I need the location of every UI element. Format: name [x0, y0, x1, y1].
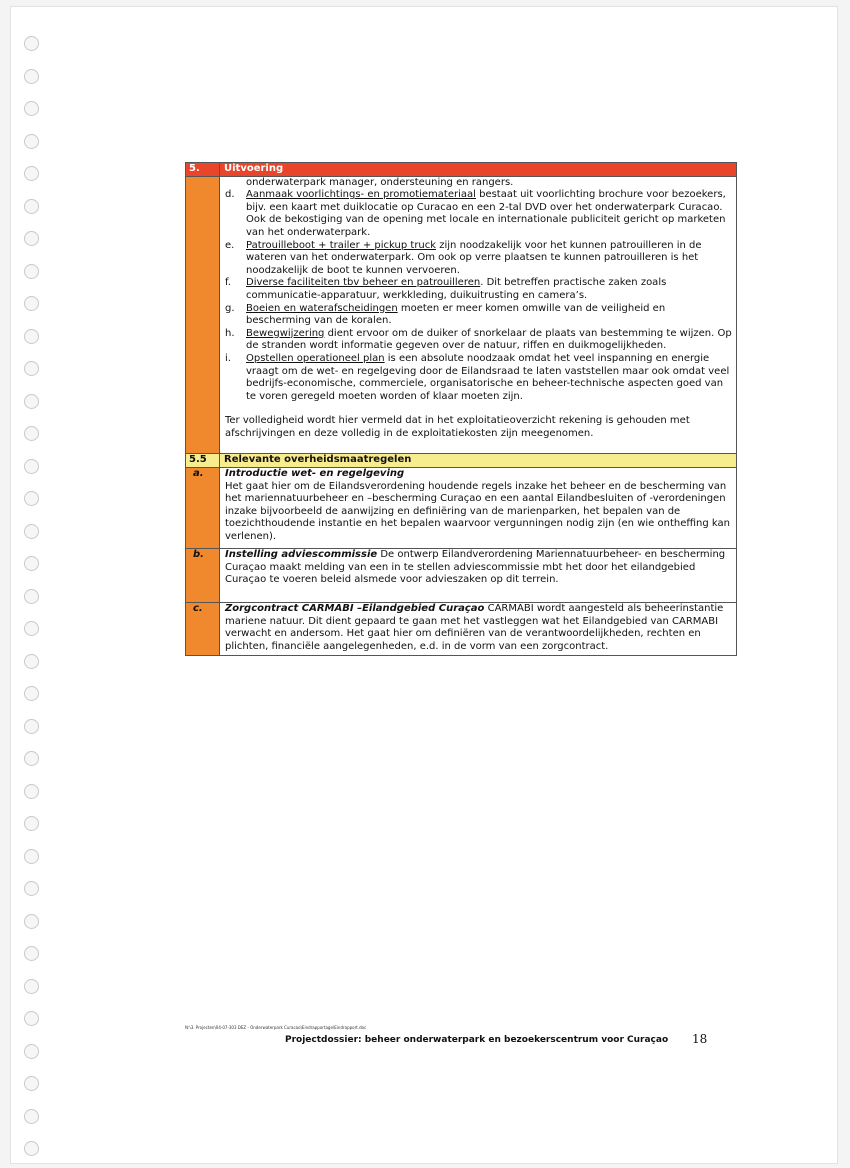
binder-hole: [24, 1011, 39, 1026]
list-item-letter: g.: [225, 302, 235, 314]
list-item-letter: f.: [225, 277, 231, 289]
measure-heading: Zorgcontract CARMABI –Eilandgebied Curaçao: [225, 603, 485, 615]
list-item-text: Patrouilleboot + trailer + pickup truck zijn noodzakelijk voor het kunnen patrouilleren in de wateren van het onderwaterpark. Om ook op verre plaatsen te kunnen patrouilleren is het noodzakelijk de boot te kunnen vervoeren.: [246, 239, 702, 276]
list-item-text: Opstellen operationeel plan is een absolute noodzaak omdat het veel inspanning en energie vraagt om de wet- en regelgeving door de Eilandsraad te laten vaststellen maar ook omdat veel bedrijfs-economische, commerciele, organisatorische en beheer-technische aspecten goed van te voren geregeld moeten worden of klaar moeten zijn.: [246, 352, 730, 402]
section-5-body-row: [186, 176, 737, 454]
binder-hole: [24, 36, 39, 51]
measure-row-c: [186, 603, 737, 656]
binder-hole: [24, 394, 39, 409]
list-item-link: Patrouilleboot + trailer + pickup truck: [246, 239, 437, 251]
section-55-title: Relevante overheidsmaatregelen: [220, 454, 737, 468]
list-item: [225, 303, 732, 328]
binder-hole: [24, 1141, 39, 1156]
binder-hole: [24, 816, 39, 831]
binder-hole: [24, 914, 39, 929]
closing-paragraph: Ter volledigheid wordt hier vermeld dat in het exploitatieoverzicht rekening is gehouden met afschrijvingen en deze volledig in de exploitatiekosten zijn meegenomen.: [225, 415, 690, 439]
list-item-letter: i.: [225, 352, 231, 364]
measure-text: CARMABI wordt aangesteld als beheerinstantie mariene natuur. Dit dient gepaard te gaan met het vastleggen wat het Eilandgebied van CARMABI verwacht en andersom. Het gaat hier om definiëren van de verantwoordelijkheden, rechten en plichten, financiële aangelegenheden, e.d. in de vorm van een zorgcontract.: [225, 603, 724, 652]
measure-row-a: [186, 468, 737, 549]
list-item-text: Boeien en waterafscheidingen moeten er meer komen omwille van de veiligheid en bescherming van de koralen.: [246, 302, 666, 327]
list-item-link: Boeien en waterafscheidingen: [246, 302, 398, 314]
content-table: [185, 162, 737, 656]
measure-letter: b.: [186, 549, 220, 603]
binder-hole: [24, 166, 39, 181]
measure-content: [220, 603, 737, 656]
binder-hole: [24, 1076, 39, 1091]
measure-letter: c.: [186, 603, 220, 656]
list-item-text: Diverse faciliteiten tbv beheer en patrouilleren. Dit betreffen practische zaken zoals communicatie-apparatuur, werkkleding, duikuitrusting en camera’s.: [246, 277, 667, 301]
binder-hole: [24, 296, 39, 311]
binder-hole: [24, 134, 39, 149]
binder-hole: [24, 459, 39, 474]
list-item-letter: h.: [225, 327, 235, 339]
measure-row-b: [186, 549, 737, 603]
binder-hole: [24, 719, 39, 734]
binder-hole: [24, 654, 39, 669]
list-item-link: Aanmaak voorlichtings- en promotiemateriaal: [246, 189, 476, 201]
binder-hole: [24, 686, 39, 701]
list-item: [225, 277, 732, 302]
measure-content: [220, 468, 737, 549]
list-item-text: Aanmaak voorlichtings- en promotiemateriaal bestaat uit voorlichting brochure voor bezoekers, bijv. een kaart met duiklocatie op Curacao en een 2-tal DVD over het onderwaterpark Curacao. Ook de bekostiging van de opening met locale en internationale publiciteit gericht op marketen van het onderwaterpark.: [246, 189, 726, 238]
measure-heading: Instelling adviescommissie: [225, 549, 378, 561]
binder-hole: [24, 524, 39, 539]
binder-holes: [0, 0, 60, 1168]
binder-hole: [24, 751, 39, 766]
section-55-header-row: [186, 454, 737, 468]
footer-title: Projectdossier: beheer onderwaterpark en bezoekerscentrum voor Curaçao: [285, 1035, 669, 1045]
section-5-number: 5.: [186, 163, 220, 177]
binder-hole: [24, 361, 39, 376]
list-item-letter: d.: [225, 189, 235, 201]
list-item: [225, 240, 732, 278]
list-item-link: Opstellen operationeel plan: [246, 352, 385, 364]
measure-content: [220, 549, 737, 603]
binder-hole: [24, 199, 39, 214]
section-5-content: [220, 176, 737, 454]
binder-hole: [24, 784, 39, 799]
measure-text: Het gaat hier om de Eilandsverordening houdende regels inzake het beheer en de bescherming van het mariennatuurbeheer en –bescherming Curaçao en een aantal Eilandbesluiten of -verordeningen inzake bijvoorbeeld de aanwijzing en definiëring van de marienparken, het bepalen van de toezichthoudende instantie en het bepalen waarvoor vergunningen nodig zijn (en wie ontheffing kan verlenen).: [225, 480, 730, 543]
section-55-number: 5.5: [186, 454, 220, 468]
list-item-link: Diverse faciliteiten tbv beheer en patrouilleren: [246, 277, 481, 289]
list-item-letter: e.: [225, 239, 235, 251]
binder-hole: [24, 329, 39, 344]
binder-hole: [24, 589, 39, 604]
binder-hole: [24, 556, 39, 571]
binder-hole: [24, 979, 39, 994]
list-item-text: Bewegwijzering dient ervoor om de duiker of snorkelaar de plaats van bestemming te wijzen. Op de stranden wordt informatie gegeven over de natuur, riffen en duikmogelijkheden.: [246, 327, 732, 352]
section-5-title: Uitvoering: [220, 163, 737, 177]
binder-hole: [24, 231, 39, 246]
continuation-line: onderwaterpark manager, ondersteuning en rangers.: [246, 176, 514, 188]
binder-hole: [24, 946, 39, 961]
binder-hole: [24, 426, 39, 441]
measure-text: De ontwerp Eilandverordening Mariennatuurbeheer- en bescherming Curaçao maakt melding van een in te stellen adviescommissie mbt het door het eilandgebied Curaçao te voeren beleid alsmede voor advieszaken op dit terrein.: [225, 549, 726, 586]
footer-file-path: N:\3. Projecten\04-07-303 DEZ - Onderwaterpark Curacao\Eindrapportage\Eindrapport.doc: [185, 1025, 367, 1030]
binder-hole: [24, 101, 39, 116]
section-5-margin: [186, 176, 220, 454]
binder-hole: [24, 1044, 39, 1059]
section-5-header-row: [186, 163, 737, 177]
measure-heading: Introductie wet- en regelgeving: [225, 468, 405, 480]
binder-hole: [24, 491, 39, 506]
binder-hole: [24, 264, 39, 279]
item-list: [225, 189, 732, 403]
binder-hole: [24, 69, 39, 84]
list-item: [225, 353, 732, 403]
list-item: [225, 328, 732, 353]
list-item: [225, 189, 732, 239]
measure-letter: a.: [186, 468, 220, 549]
binder-hole: [24, 881, 39, 896]
binder-hole: [24, 1109, 39, 1124]
list-item-link: Bewegwijzering: [246, 327, 325, 339]
binder-hole: [24, 621, 39, 636]
page-number: 18: [692, 1032, 708, 1046]
binder-hole: [24, 849, 39, 864]
